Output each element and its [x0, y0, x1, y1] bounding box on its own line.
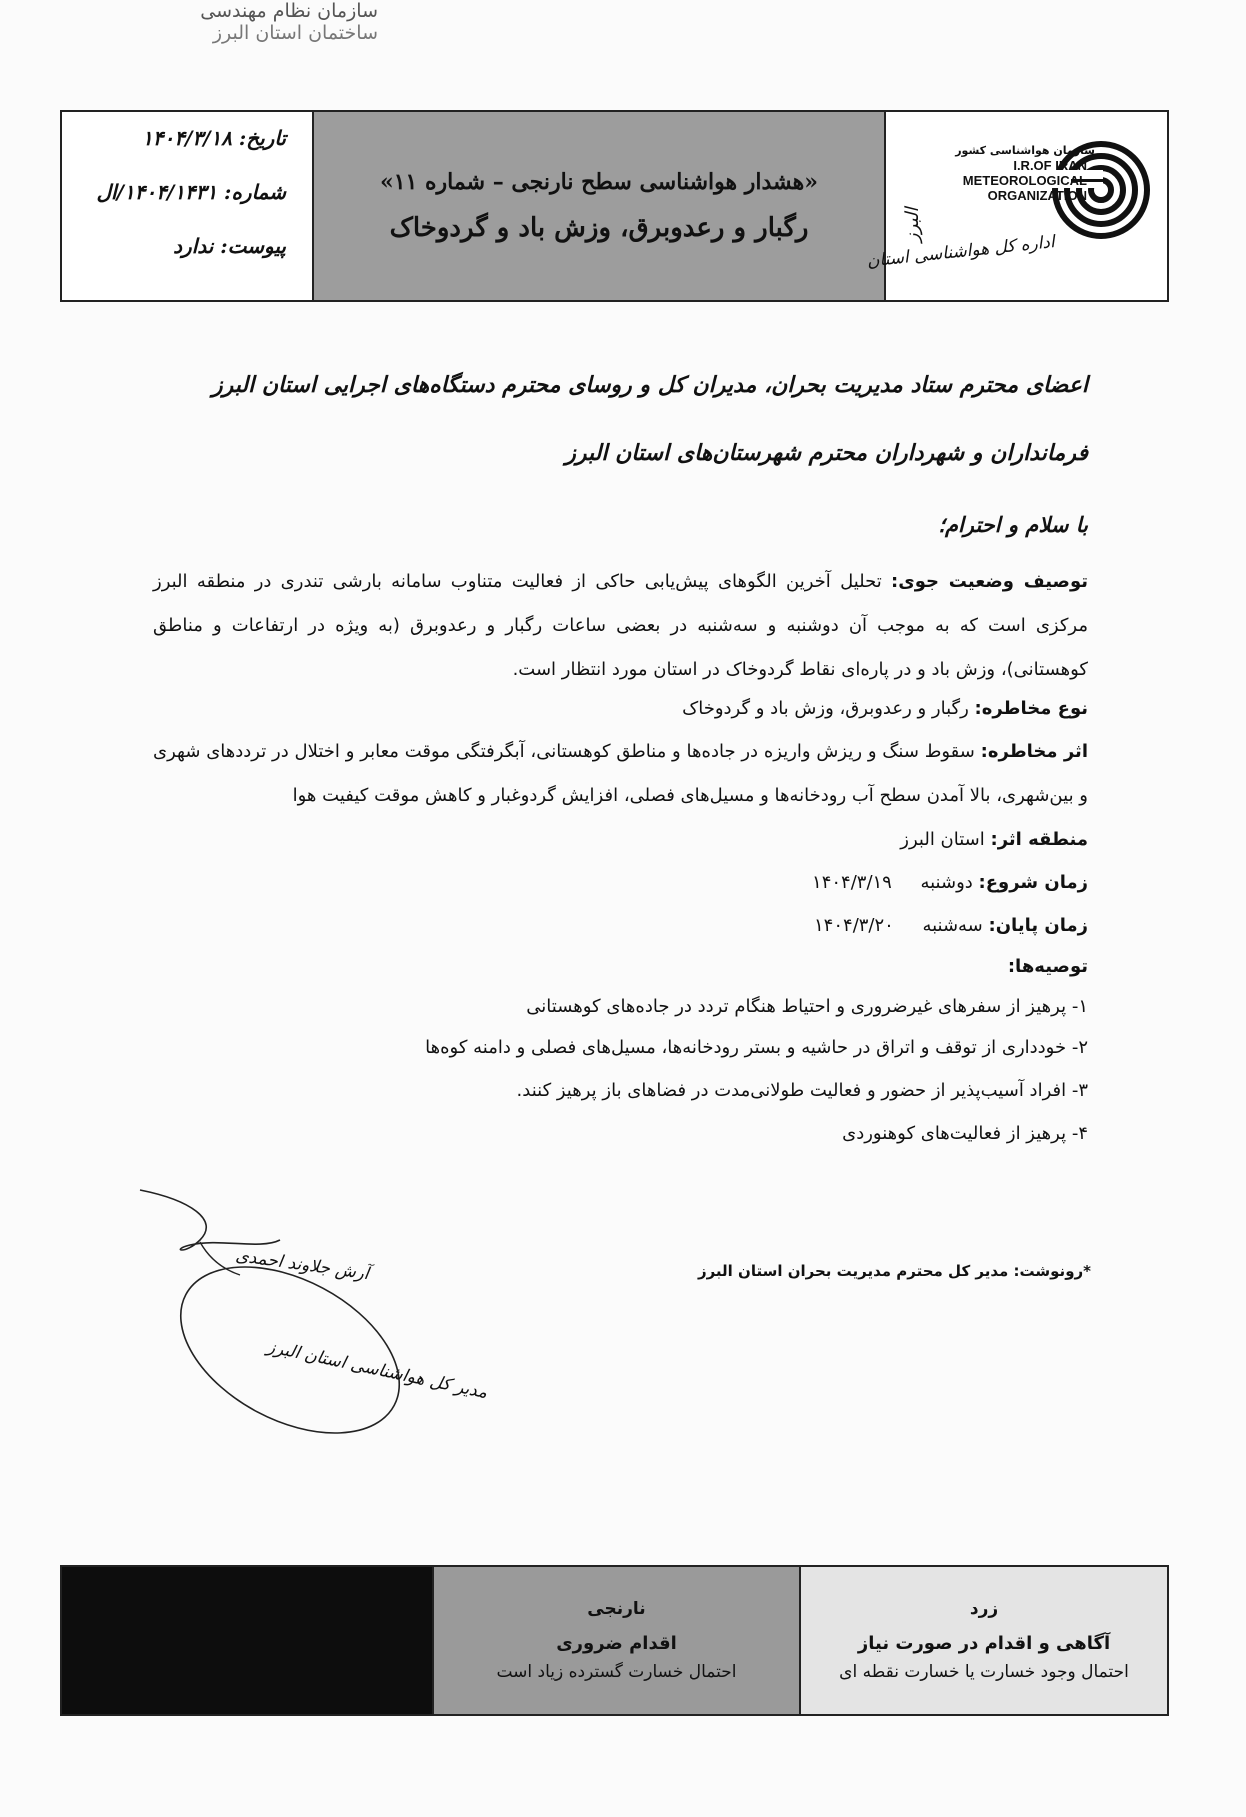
- weather-description: [153, 560, 1088, 692]
- weather-label: توصیف وضعیت جوی:: [891, 571, 1088, 592]
- addressee-line-1: اعضای محترم ستاد مدیریت بحران، مدیران کل و روسای محترم دستگاه‌های اجرایی استان البرز: [212, 372, 1088, 398]
- department-handwritten: اداره کل هواشناسی استان: [866, 232, 1057, 272]
- org-name-fa: سازمان هواشناسی کشور: [955, 144, 1095, 157]
- stamp-line-2: ساختمان استان البرز: [212, 22, 378, 44]
- letter-meta: [62, 112, 314, 300]
- end-time: زمان پایان: سه‌شنبه ۱۴۰۴/۳/۲۰: [814, 915, 1088, 936]
- warning-title: «هشدار هواشناسی سطح نارنجی – شماره ۱۱»: [379, 169, 819, 195]
- hazard-effect-text: سقوط سنگ و ریزش واریزه در جاده‌ها و مناطق کوهستانی، آبگرفتگی موقت معابر و اختلال در ترددهای شهری و بین‌شهری، بالا آمدن سطح آب رودخانه‌ها و مسیل‌های فصلی، افزایش گردوغبار و کاهش موقت کیفیت هوا: [153, 741, 1088, 806]
- affected-region: منطقه اثر: استان البرز: [900, 829, 1088, 850]
- recommendations-heading: توصیه‌ها:: [1007, 956, 1088, 977]
- yellow-level-action: آگاهی و اقدام در صورت نیاز: [857, 1633, 1111, 1654]
- addressee-line-2: فرمانداران و شهرداران محترم شهرستان‌های استان البرز: [565, 440, 1088, 466]
- warning-level-legend: [60, 1565, 1169, 1716]
- recommendation-item: ۳- افراد آسیب‌پذیر از حضور و فعالیت طولانی‌مدت در فضاهای باز پرهیز کنند.: [516, 1080, 1088, 1101]
- org-name-en: I.R.OF IRAN METEOROLOGICAL ORGANIZATION: [962, 158, 1087, 203]
- letter-number: شماره: ۱۴۰۴/۱۴۳۱/ال: [96, 180, 286, 204]
- orange-level-name: نارنجی: [587, 1599, 646, 1619]
- hazard-effect-label: اثر مخاطره:: [980, 741, 1088, 762]
- warning-subtitle: رگبار و رعدوبرق، وزش باد و گردوخاک: [389, 213, 809, 243]
- start-time: زمان شروع: دوشنبه ۱۴۰۴/۳/۱۹: [812, 872, 1088, 893]
- letter-attachment: پیوست: ندارد: [173, 234, 286, 258]
- signatory-title: مدیر کل هواشناسی استان البرز: [265, 1336, 490, 1404]
- legend-orange-cell: [434, 1567, 801, 1714]
- yellow-level-name: زرد: [969, 1599, 999, 1619]
- legend-yellow-cell: [801, 1567, 1167, 1714]
- stamp-line-1: سازمان نظام مهندسی: [200, 0, 378, 22]
- weather-text: تحلیل آخرین الگوهای پیش‌یابی حاکی از فعالیت متناوب سامانه بارشی تندری در منطقه البرز مرکزی است که به موجب آن دوشنبه و سه‌شنبه در بعضی ساعات رگبار و رعدوبرق (به ویژه در ارتفاعات و مناطق کوهستانی)، وزش باد و در پاره‌ای نقاط گردوخاک در استان مورد انتظار است.: [153, 571, 1088, 680]
- orange-level-action: اقدام ضروری: [556, 1633, 677, 1654]
- organization-logo-block: [866, 112, 1167, 300]
- letter-date: تاریخ: ۱۴۰۴/۳/۱۸: [142, 126, 286, 150]
- signatory-name: آرش جلاوند احمدی: [234, 1245, 371, 1285]
- letter-header: [60, 110, 1169, 302]
- hazard-effect: [153, 730, 1088, 818]
- recommendation-item: ۱- پرهیز از سفرهای غیرضروری و احتیاط هنگام تردد در جاده‌های کوهستانی: [526, 996, 1088, 1017]
- recommendation-item: ۲- خودداری از توقف و اتراق در حاشیه و بستر رودخانه‌ها، مسیل‌های فصلی و دامنه کوه‌ها: [425, 1037, 1088, 1058]
- hazard-type: نوع مخاطره: رگبار و رعدوبرق، وزش باد و گردوخاک: [682, 698, 1088, 719]
- yellow-level-desc: احتمال وجود خسارت یا خسارت نقطه ای: [839, 1662, 1129, 1682]
- carbon-copy: *رونوشت: مدیر کل محترم مدیریت بحران استان البرز: [697, 1262, 1091, 1280]
- province-handwritten: البرز: [902, 207, 923, 242]
- legend-black-cell: [62, 1567, 434, 1714]
- engineering-org-stamp: [108, 0, 378, 44]
- warning-title-box: [314, 112, 886, 300]
- signature-scribble-icon: [130, 1180, 430, 1460]
- orange-level-desc: احتمال خسارت گسترده زیاد است: [496, 1662, 737, 1682]
- greeting: با سلام و احترام؛: [938, 512, 1088, 537]
- recommendation-item: ۴- پرهیز از فعالیت‌های کوهنوردی: [842, 1123, 1088, 1144]
